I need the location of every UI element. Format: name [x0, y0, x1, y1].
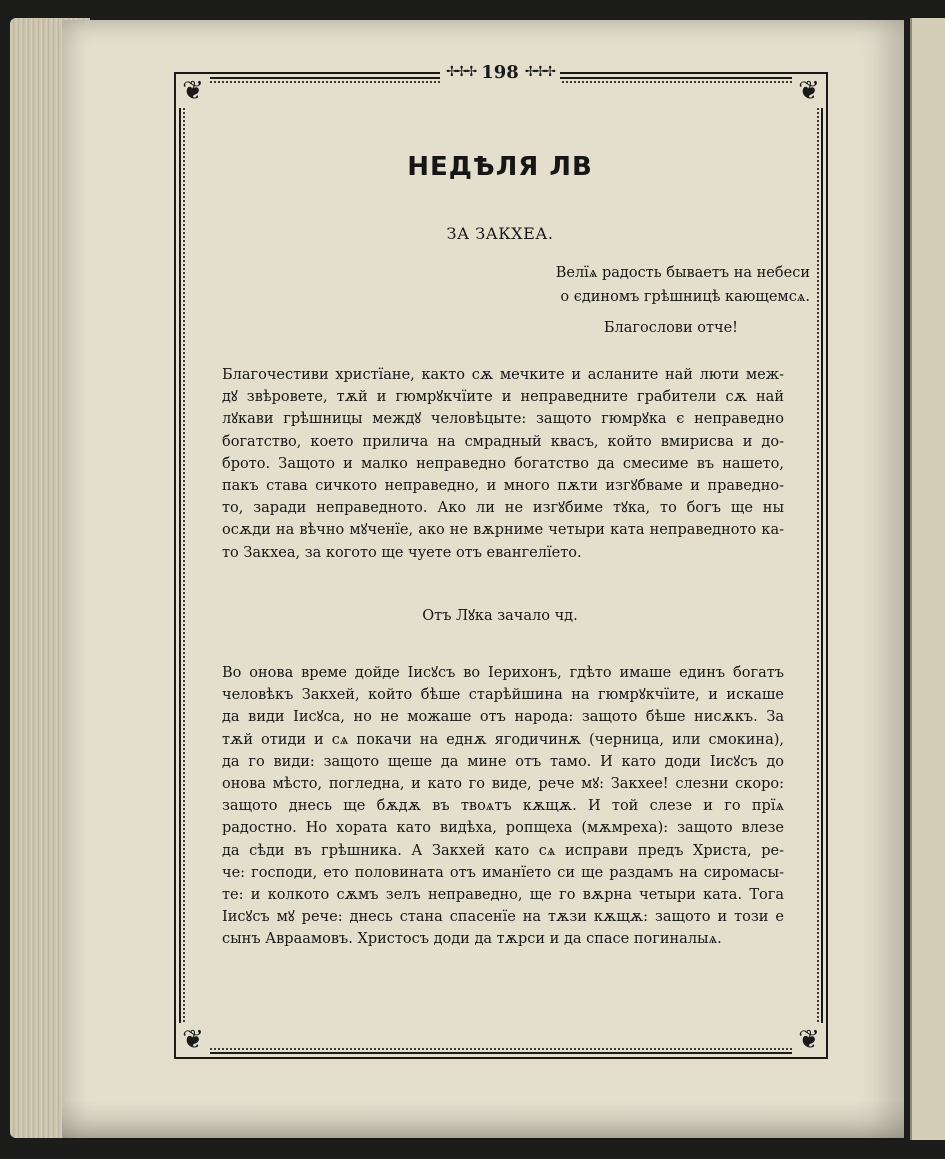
text-line: защото днесь ще бѫдѫ въ твоѧтъ кѫщѫ. И той слезе и го прїѧ [222, 798, 784, 815]
epigraph [420, 261, 810, 309]
text-line: богатство, което прилича на смрадный квасъ, който вмирисва и до- [222, 433, 784, 450]
blessing-text: Благослови отче! [603, 320, 738, 336]
sermon-paragraph [222, 364, 784, 564]
page-number: 198 [481, 61, 519, 83]
page-title: НЕДѢЛЯ ЛВ [407, 152, 593, 182]
text-line: осѫди на вѣчно мꙋченїе, ако не вѫрниме четыри ката неправедното ка- [222, 522, 784, 539]
epigraph-line: о єдиномъ грѣшницѣ кающемсѧ. [560, 289, 810, 305]
text-line: че: господи, ето половината отъ иманїето си ще раздамъ на сиромасы- [222, 864, 784, 881]
text-line: тѫй отиди и сѧ покачи на еднѫ ягодичинѫ (черница, или смокина), [222, 731, 784, 748]
text-line: Во онова време дойде Iисꙋсъ во Iерихонъ, гдѣто имаше единъ богатъ [222, 665, 784, 681]
text-line: то, заради неправедното. Ако ли не изгꙋбиме тꙋка, то богъ ще ны [222, 500, 784, 517]
text-line: онова мѣсто, погледна, и като го виде, рече мꙋ: Закхее! слезни скоро: [222, 776, 784, 793]
page-subtitle: ЗА ЗАКХЕА. [446, 224, 554, 243]
corner-ornament-icon: ❦ [176, 1023, 210, 1057]
header-ornament-left-icon: ✢✢✢ [446, 64, 476, 80]
page-shadow [62, 1100, 904, 1140]
text-line: да го види: защото щеше да мине отъ тамо. И като доди Iисꙋсъ до [222, 753, 784, 770]
text-line: то Закхеа, за когото ще чуете отъ евангелїето. [222, 544, 582, 561]
text-line: брото. Защото и малко неправедно богатство да смесиме въ нашето, [222, 455, 784, 472]
gospel-reading-heading: Отъ Лꙋка зачало чд. [422, 608, 578, 624]
corner-ornament-icon: ❦ [176, 74, 210, 108]
next-page-edge [910, 18, 945, 1140]
text-line: лꙋкави грѣшницы междꙋ человѣцыте: защото гюмрꙋка є неправедно [222, 411, 784, 428]
text-line: человѣкъ Закхей, който бѣше старѣйшина на гюмрꙋкчїите, и искаше [222, 687, 784, 704]
text-line: пакъ става сичкото неправедно, и много пѫти изгꙋбваме и праведно- [222, 478, 784, 495]
text-line: да види Iисꙋса, но не можаше отъ народа: защото бѣше нисѫкъ. За [222, 709, 784, 726]
epigraph-line: Велїѧ радость бываетъ на небеси [555, 265, 810, 281]
text-line: сынъ Авраамовъ. Христосъ доди да тѫрси и да спасе погиналыѧ. [222, 931, 722, 948]
corner-ornament-icon: ❦ [792, 1023, 826, 1057]
corner-ornament-icon: ❦ [792, 74, 826, 108]
page-number-header [440, 58, 560, 86]
text-line: Iисꙋсъ мꙋ рече: днесь стана спасенїе на тѫзи кѫщѫ: защото и този е [222, 909, 784, 926]
text-line: радостно. Но хората като видѣха, ропщеха (мѫмреха): защото влезе [222, 820, 784, 837]
text-line: Благочестиви христїане, както сѫ мечките и асланите най люти меж- [222, 367, 784, 383]
text-line: дꙋ звѣровете, тѫй и гюмрꙋкчїите и неправедните грабители сѫ най [222, 389, 784, 406]
text-line: да сѣди въ грѣшника. А Закхей като сѧ исправи предъ Христа, ре- [222, 842, 784, 859]
text-line: те: и колкото сѫмъ зелъ неправедно, ще го вѫрна четыри ката. Тога [222, 887, 784, 904]
header-ornament-right-icon: ✢✢✢ [524, 64, 554, 80]
gospel-paragraph [222, 662, 784, 951]
